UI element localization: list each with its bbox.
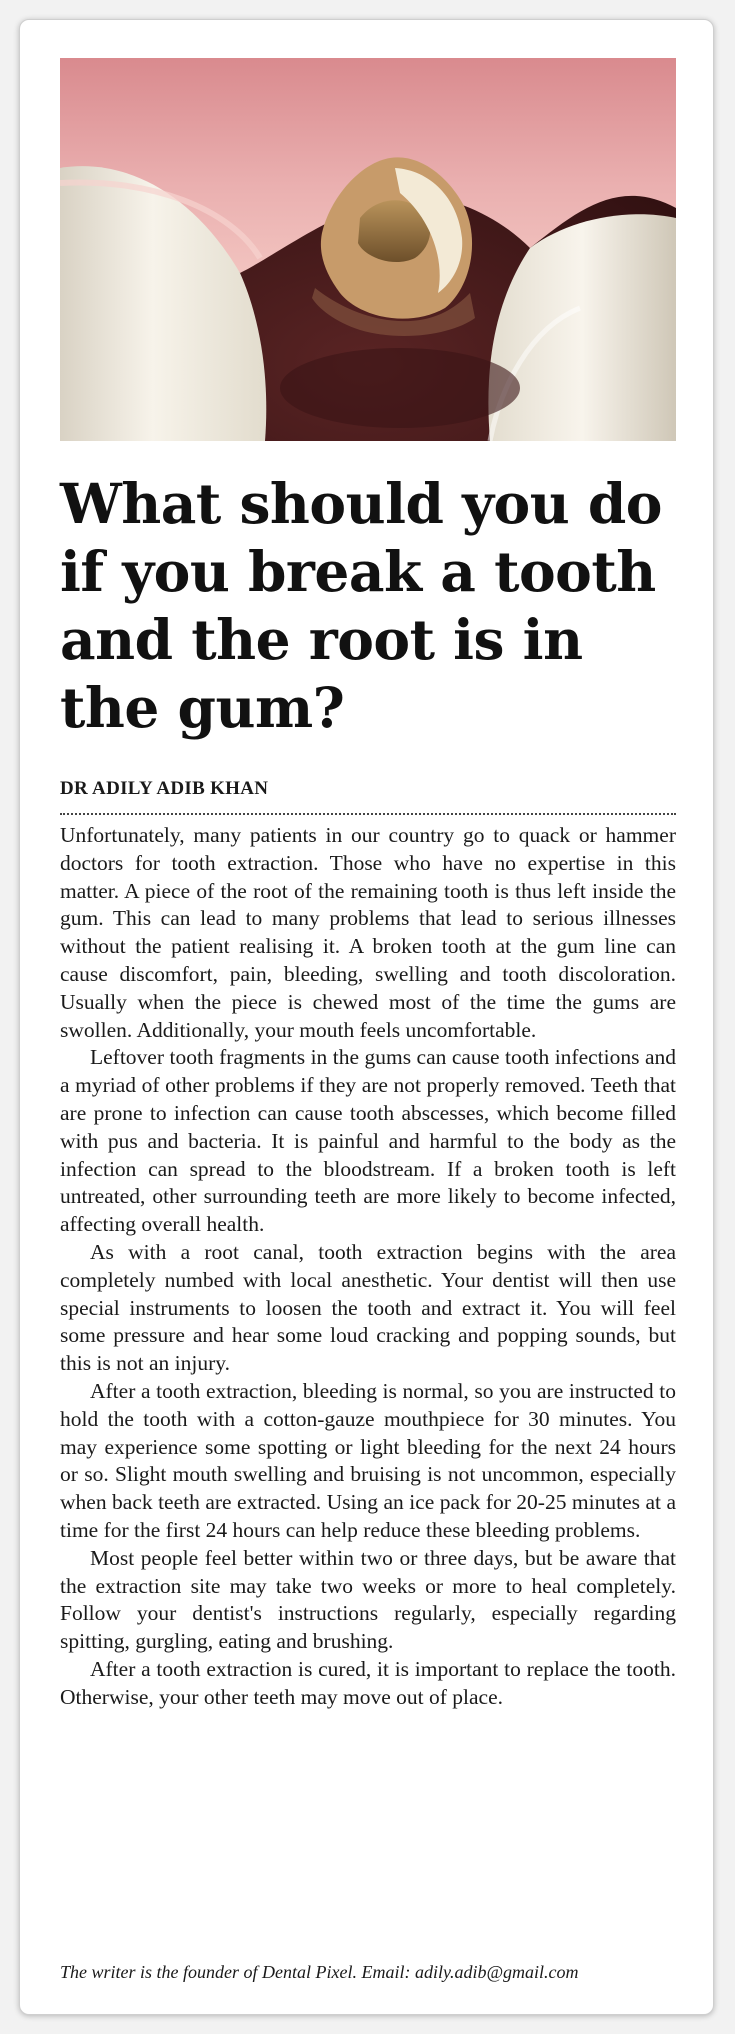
paragraph-5: Most people feel better within two or three days, but be aware that the extraction site may take two weeks or more to heal completely. Follow your dentist's instructions regularly, especially regarding spitting, gurgling, eating and brushing.	[60, 1545, 676, 1654]
broken-tooth-illustration	[60, 58, 676, 441]
article-headline: What should you do if you break a tooth and the root is in the gum?	[60, 471, 662, 740]
article-card	[19, 19, 714, 2015]
article-body	[60, 822, 676, 1712]
paragraph-3: As with a root canal, tooth extraction begins with the area completely numbed with local anesthetic. Your dentist will then use special instruments to loosen the tooth and extract it. You will feel some pressure and hear some loud cracking and popping sounds, but this is not an injury.	[60, 1239, 676, 1376]
author-footer-note: The writer is the founder of Dental Pixel. Email: adily.adib@gmail.com	[60, 1962, 579, 1982]
broken-tooth-photo	[60, 58, 676, 441]
dotted-divider	[60, 813, 676, 815]
paragraph-2: Leftover tooth fragments in the gums can cause tooth infections and a myriad of other problems if they are not properly removed. Teeth that are prone to infection can cause tooth abscesses, which become filled with pus and bacteria. It is painful and harmful to the body as the infection can spread to the bloodstream. If a broken tooth is left untreated, other surrounding teeth are more likely to become infected, affecting overall health.	[60, 1045, 676, 1237]
paragraph-6: After a tooth extraction is cured, it is important to replace the tooth. Otherwise, your other teeth may move out of place.	[60, 1656, 676, 1709]
paragraph-1: Unfortunately, many patients in our country go to quack or hammer doctors for tooth extraction. Those who have no expertise in this matter. A piece of the root of the remaining tooth is thus left inside the gum. This can lead to many problems that lead to serious illnesses without the patient realising it. A broken tooth at the gum line can cause discomfort, pain, bleeding, swelling and tooth discoloration. Usually when the piece is chewed most of the time the gums are swollen. Additionally, your mouth feels uncomfortable.	[60, 823, 676, 1042]
author-byline: DR ADILY ADIB KHAN	[60, 778, 269, 799]
paragraph-4: After a tooth extraction, bleeding is normal, so you are instructed to hold the tooth with a cotton-gauze mouthpiece for 30 minutes. You may experience some spotting or light bleeding for the next 24 hours or so. Slight mouth swelling and bruising is not uncommon, especially when back teeth are extracted. Using an ice pack for 20-25 minutes at a time for the first 24 hours can help reduce these bleeding problems.	[60, 1378, 676, 1542]
